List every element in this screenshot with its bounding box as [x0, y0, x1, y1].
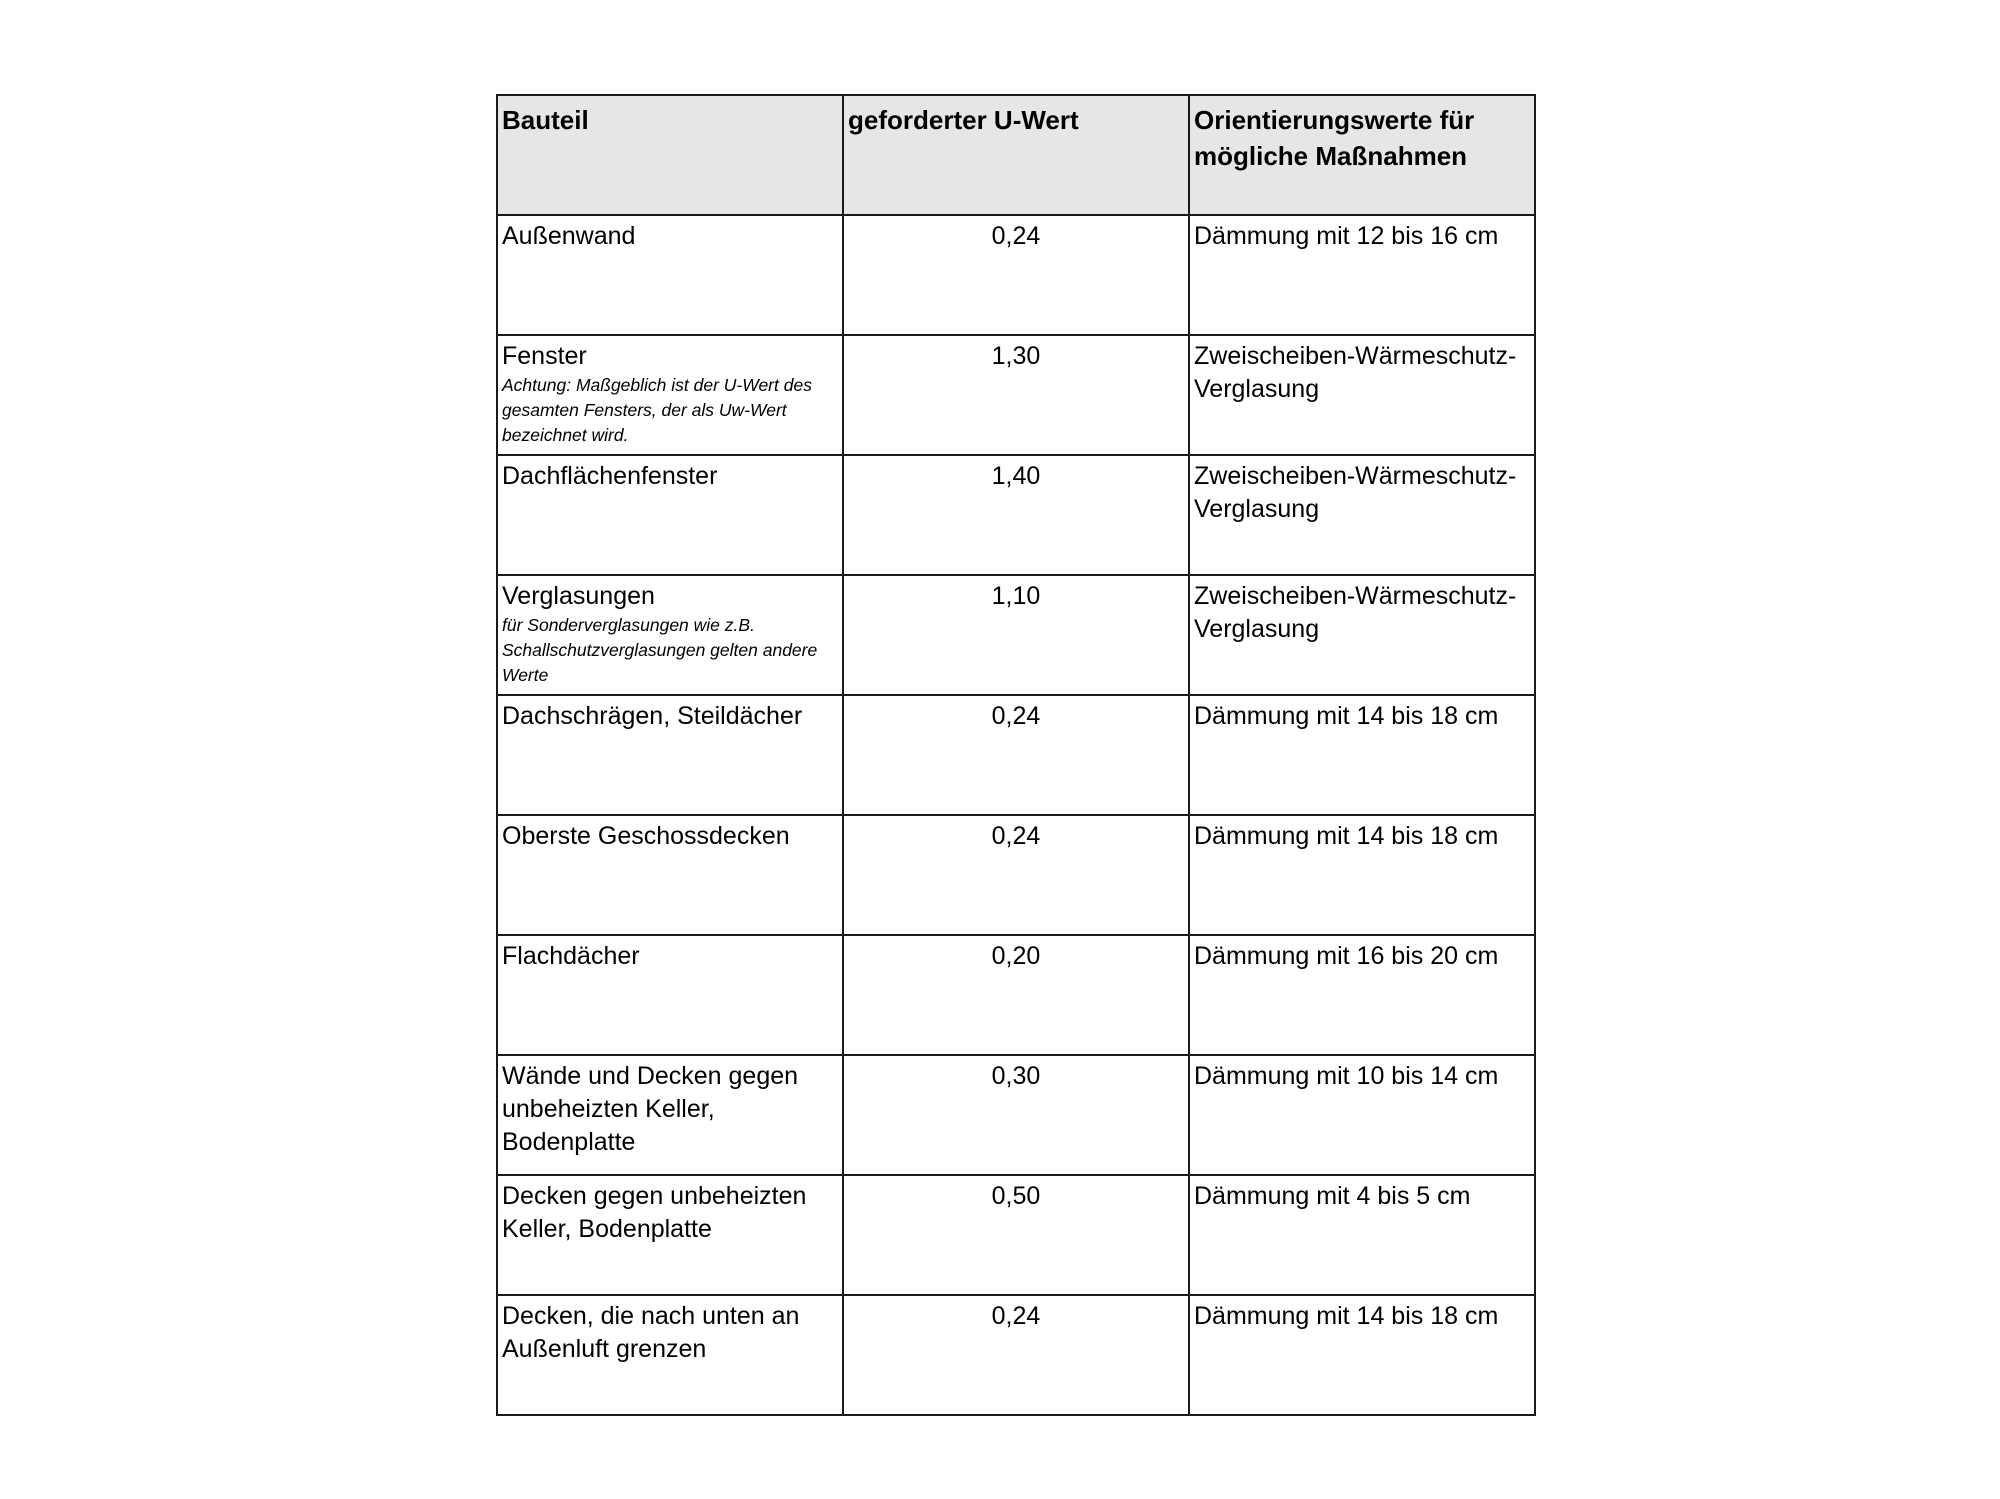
cell-massnahme: Zweischeiben-Wärmeschutz-Verglasung — [1189, 575, 1535, 695]
cell-massnahme: Dämmung mit 16 bis 20 cm — [1189, 935, 1535, 1055]
cell-bauteil — [497, 1175, 843, 1295]
cell-u-wert: 0,20 — [843, 935, 1189, 1055]
bauteil-label: Decken, die nach unten an Außenluft grenzen — [502, 1302, 800, 1363]
cell-bauteil — [497, 935, 843, 1055]
cell-massnahme: Dämmung mit 14 bis 18 cm — [1189, 695, 1535, 815]
header-bauteil: Bauteil — [497, 95, 843, 215]
cell-u-wert: 1,40 — [843, 455, 1189, 575]
bauteil-label: Außenwand — [502, 222, 636, 250]
table-row — [497, 215, 1535, 335]
table-row — [497, 575, 1535, 695]
header-u-wert: geforderter U-Wert — [843, 95, 1189, 215]
cell-u-wert: 0,24 — [843, 215, 1189, 335]
cell-massnahme: Dämmung mit 4 bis 5 cm — [1189, 1175, 1535, 1295]
bauteil-label: Verglasungen — [502, 582, 655, 610]
bauteil-label: Wände und Decken gegen unbeheizten Keller, Bodenplatte — [502, 1062, 799, 1156]
u-value-table — [496, 94, 1536, 1416]
bauteil-label: Flachdächer — [502, 942, 640, 970]
table-row — [497, 1055, 1535, 1175]
bauteil-label: Dachflächenfenster — [502, 462, 718, 490]
table-row — [497, 695, 1535, 815]
bauteil-label: Oberste Geschossdecken — [502, 822, 790, 850]
cell-bauteil — [497, 335, 843, 455]
cell-bauteil — [497, 1055, 843, 1175]
bauteil-note: für Sonderverglasungen wie z.B. Schallschutzverglasungen gelten andere Werte — [502, 615, 818, 685]
table-row — [497, 815, 1535, 935]
cell-massnahme: Zweischeiben-Wärmeschutz-Verglasung — [1189, 335, 1535, 455]
table-row — [497, 1175, 1535, 1295]
cell-bauteil — [497, 575, 843, 695]
cell-bauteil — [497, 695, 843, 815]
table-header-row — [497, 95, 1535, 215]
cell-massnahme: Zweischeiben-Wärmeschutz-Verglasung — [1189, 455, 1535, 575]
bauteil-label: Fenster — [502, 342, 587, 370]
table-row — [497, 1295, 1535, 1415]
cell-u-wert: 1,30 — [843, 335, 1189, 455]
bauteil-label: Decken gegen unbeheizten Keller, Bodenplatte — [502, 1182, 807, 1243]
cell-u-wert: 1,10 — [843, 575, 1189, 695]
cell-massnahme: Dämmung mit 14 bis 18 cm — [1189, 815, 1535, 935]
bauteil-note: Achtung: Maßgeblich ist der U-Wert des gesamten Fensters, der als Uw-Wert bezeichnet wird. — [502, 375, 812, 445]
cell-u-wert: 0,50 — [843, 1175, 1189, 1295]
cell-u-wert: 0,24 — [843, 815, 1189, 935]
cell-massnahme: Dämmung mit 10 bis 14 cm — [1189, 1055, 1535, 1175]
bauteil-label: Dachschrägen, Steildächer — [502, 702, 803, 730]
cell-u-wert: 0,24 — [843, 695, 1189, 815]
table-row — [497, 935, 1535, 1055]
cell-massnahme: Dämmung mit 14 bis 18 cm — [1189, 1295, 1535, 1415]
cell-bauteil — [497, 455, 843, 575]
cell-u-wert: 0,30 — [843, 1055, 1189, 1175]
cell-bauteil — [497, 1295, 843, 1415]
table-row — [497, 455, 1535, 575]
cell-u-wert: 0,24 — [843, 1295, 1189, 1415]
cell-bauteil — [497, 215, 843, 335]
table-row — [497, 335, 1535, 455]
cell-massnahme: Dämmung mit 12 bis 16 cm — [1189, 215, 1535, 335]
cell-bauteil — [497, 815, 843, 935]
header-massnahmen: Orientierungswerte für mögliche Maßnahmen — [1189, 95, 1535, 215]
